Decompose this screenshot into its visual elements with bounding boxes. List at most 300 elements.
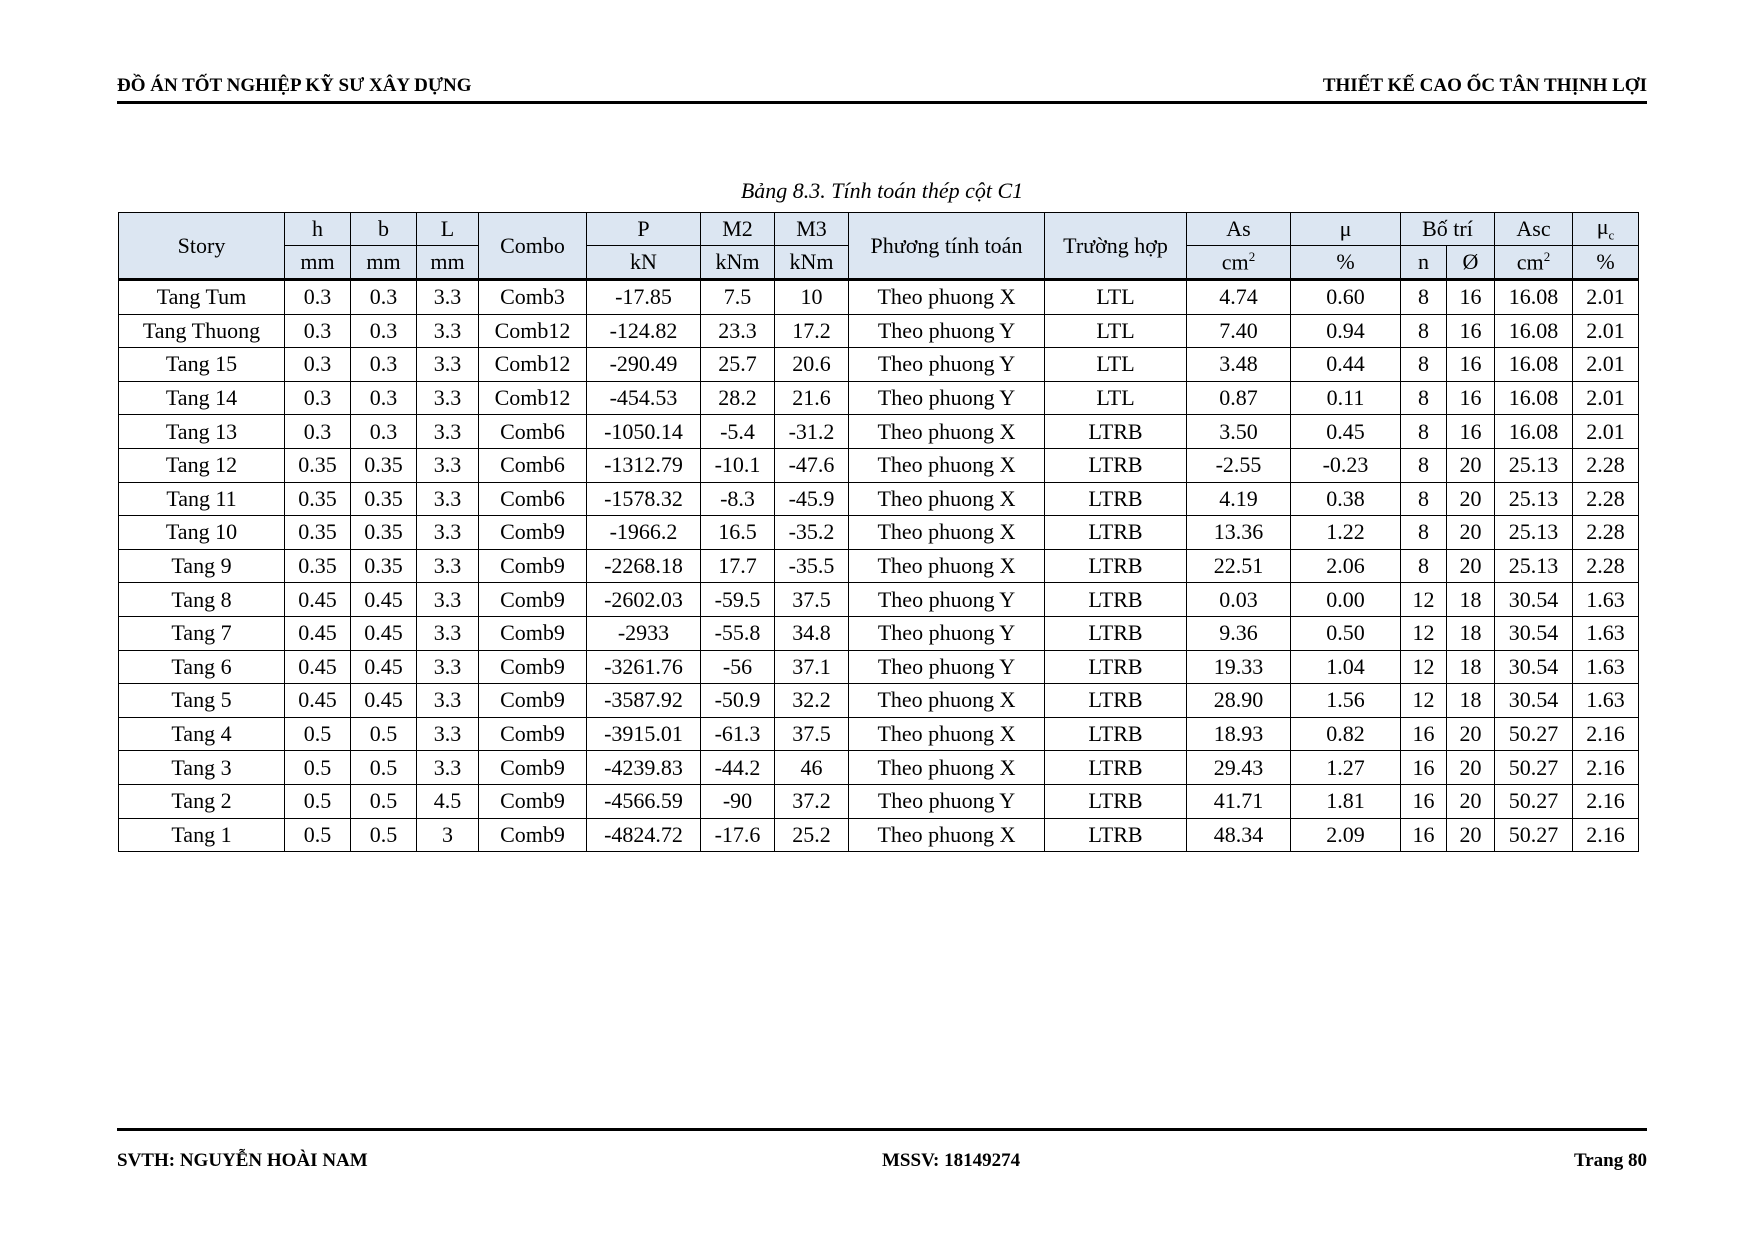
col-header-h: h: [285, 213, 351, 246]
cell-M2: 23.3: [701, 314, 775, 348]
cell-truong-hop: LTRB: [1045, 415, 1187, 449]
cell-M2: -59.5: [701, 583, 775, 617]
cell-Asc: 30.54: [1495, 583, 1573, 617]
cell-muc: 2.01: [1573, 381, 1639, 415]
cell-M3: -45.9: [775, 482, 849, 516]
cell-M3: 34.8: [775, 616, 849, 650]
header-row-titles: [119, 213, 1639, 246]
cell-muc: 2.01: [1573, 415, 1639, 449]
cell-M2: -90: [701, 784, 775, 818]
cell-phi: 20: [1447, 482, 1495, 516]
cell-phi: 18: [1447, 583, 1495, 617]
cell-phi: 16: [1447, 314, 1495, 348]
cell-truong-hop: LTRB: [1045, 549, 1187, 583]
cell-n: 8: [1401, 516, 1447, 550]
col-header-combo: Combo: [479, 213, 587, 280]
cell-M3: 10: [775, 280, 849, 315]
cell-Asc: 50.27: [1495, 784, 1573, 818]
cell-phi: 20: [1447, 751, 1495, 785]
cell-Asc: 30.54: [1495, 616, 1573, 650]
table-row: [119, 549, 1639, 583]
cell-story: Tang Thuong: [119, 314, 285, 348]
cell-M2: -10.1: [701, 448, 775, 482]
cell-h: 0.35: [285, 448, 351, 482]
cell-L: 3: [417, 818, 479, 852]
cell-L: 3.3: [417, 751, 479, 785]
cell-phuong: Theo phuong X: [849, 516, 1045, 550]
cell-phi: 20: [1447, 549, 1495, 583]
cell-h: 0.35: [285, 482, 351, 516]
table-row: [119, 448, 1639, 482]
cell-phi: 20: [1447, 818, 1495, 852]
cell-phi: 18: [1447, 684, 1495, 718]
page-footer: [117, 1150, 1647, 1176]
cell-combo: Comb9: [479, 583, 587, 617]
cell-story: Tang 5: [119, 684, 285, 718]
cell-M3: -35.5: [775, 549, 849, 583]
unit-n: n: [1401, 246, 1447, 280]
cell-muc: 2.01: [1573, 314, 1639, 348]
cell-combo: Comb9: [479, 818, 587, 852]
footer-student: SVTH: NGUYỄN HOÀI NAM: [117, 1150, 368, 1171]
cell-P: -2602.03: [587, 583, 701, 617]
col-header-L: L: [417, 213, 479, 246]
cell-Asc: 16.08: [1495, 314, 1573, 348]
cell-As: 28.90: [1187, 684, 1291, 718]
cell-L: 3.3: [417, 314, 479, 348]
cell-story: Tang 7: [119, 616, 285, 650]
cell-M2: -8.3: [701, 482, 775, 516]
cell-phi: 16: [1447, 381, 1495, 415]
cell-h: 0.3: [285, 280, 351, 315]
cell-n: 16: [1401, 717, 1447, 751]
cell-muc: 2.16: [1573, 717, 1639, 751]
cell-mu: 0.45: [1291, 415, 1401, 449]
cell-M2: -44.2: [701, 751, 775, 785]
cell-combo: Comb12: [479, 314, 587, 348]
cell-phuong: Theo phuong Y: [849, 650, 1045, 684]
cell-b: 0.3: [351, 381, 417, 415]
cell-truong-hop: LTRB: [1045, 751, 1187, 785]
cell-combo: Comb9: [479, 549, 587, 583]
cell-truong-hop: LTRB: [1045, 717, 1187, 751]
cell-L: 3.3: [417, 549, 479, 583]
cell-L: 3.3: [417, 448, 479, 482]
unit-M3: kNm: [775, 246, 849, 280]
cell-Asc: 25.13: [1495, 549, 1573, 583]
cell-M2: -17.6: [701, 818, 775, 852]
cell-combo: Comb3: [479, 280, 587, 315]
footer-student-id: MSSV: 18149274: [882, 1150, 1021, 1171]
cell-P: -2268.18: [587, 549, 701, 583]
cell-mu: 0.44: [1291, 348, 1401, 382]
cell-muc: 1.63: [1573, 616, 1639, 650]
cell-M3: 37.2: [775, 784, 849, 818]
cell-mu: 0.60: [1291, 280, 1401, 315]
cell-M3: 37.5: [775, 717, 849, 751]
cell-n: 8: [1401, 415, 1447, 449]
cell-Asc: 25.13: [1495, 516, 1573, 550]
cell-muc: 2.28: [1573, 448, 1639, 482]
table-row: [119, 516, 1639, 550]
cell-truong-hop: LTRB: [1045, 650, 1187, 684]
table-row: [119, 280, 1639, 315]
footer-rule: [117, 1128, 1647, 1131]
cell-L: 3.3: [417, 381, 479, 415]
cell-phi: 20: [1447, 516, 1495, 550]
cell-L: 3.3: [417, 616, 479, 650]
cell-M2: 17.7: [701, 549, 775, 583]
cell-story: Tang 4: [119, 717, 285, 751]
cell-mu: -0.23: [1291, 448, 1401, 482]
cell-n: 8: [1401, 348, 1447, 382]
cell-P: -2933: [587, 616, 701, 650]
cell-b: 0.35: [351, 516, 417, 550]
cell-n: 16: [1401, 818, 1447, 852]
cell-b: 0.3: [351, 314, 417, 348]
cell-P: -290.49: [587, 348, 701, 382]
unit-As-sup: 2: [1248, 248, 1256, 264]
unit-P: kN: [587, 246, 701, 280]
cell-L: 3.3: [417, 415, 479, 449]
cell-h: 0.5: [285, 784, 351, 818]
cell-h: 0.3: [285, 381, 351, 415]
cell-As: -2.55: [1187, 448, 1291, 482]
cell-story: Tang 9: [119, 549, 285, 583]
table-row: [119, 415, 1639, 449]
cell-muc: 2.28: [1573, 549, 1639, 583]
cell-story: Tang 6: [119, 650, 285, 684]
cell-n: 12: [1401, 583, 1447, 617]
cell-phi: 20: [1447, 717, 1495, 751]
table-row: [119, 381, 1639, 415]
cell-P: -1312.79: [587, 448, 701, 482]
cell-n: 12: [1401, 684, 1447, 718]
cell-phuong: Theo phuong X: [849, 717, 1045, 751]
cell-M3: -35.2: [775, 516, 849, 550]
cell-phuong: Theo phuong X: [849, 280, 1045, 315]
cell-M3: 37.1: [775, 650, 849, 684]
cell-phuong: Theo phuong Y: [849, 381, 1045, 415]
cell-muc: 2.28: [1573, 516, 1639, 550]
cell-phuong: Theo phuong X: [849, 549, 1045, 583]
cell-b: 0.3: [351, 280, 417, 315]
cell-combo: Comb9: [479, 784, 587, 818]
cell-h: 0.45: [285, 684, 351, 718]
cell-P: -1966.2: [587, 516, 701, 550]
cell-truong-hop: LTRB: [1045, 448, 1187, 482]
cell-M2: -55.8: [701, 616, 775, 650]
cell-combo: Comb6: [479, 482, 587, 516]
cell-P: -3915.01: [587, 717, 701, 751]
cell-phi: 16: [1447, 415, 1495, 449]
cell-story: Tang 8: [119, 583, 285, 617]
cell-h: 0.3: [285, 415, 351, 449]
col-header-truong-hop: Trường hợp: [1045, 213, 1187, 280]
cell-b: 0.45: [351, 616, 417, 650]
cell-Asc: 30.54: [1495, 684, 1573, 718]
cell-L: 4.5: [417, 784, 479, 818]
cell-phi: 18: [1447, 650, 1495, 684]
table-row: [119, 717, 1639, 751]
col-header-bo-tri: Bố trí: [1401, 213, 1495, 246]
cell-As: 3.48: [1187, 348, 1291, 382]
col-header-M3: M3: [775, 213, 849, 246]
cell-truong-hop: LTRB: [1045, 616, 1187, 650]
cell-M3: 21.6: [775, 381, 849, 415]
cell-P: -4566.59: [587, 784, 701, 818]
cell-M2: -61.3: [701, 717, 775, 751]
unit-As: [1187, 246, 1291, 280]
cell-M3: -47.6: [775, 448, 849, 482]
cell-truong-hop: LTRB: [1045, 784, 1187, 818]
cell-P: -4824.72: [587, 818, 701, 852]
cell-b: 0.5: [351, 784, 417, 818]
page-header: [117, 75, 1647, 103]
cell-muc: 1.63: [1573, 583, 1639, 617]
cell-combo: Comb6: [479, 448, 587, 482]
cell-As: 22.51: [1187, 549, 1291, 583]
cell-h: 0.45: [285, 583, 351, 617]
cell-mu: 1.22: [1291, 516, 1401, 550]
cell-truong-hop: LTL: [1045, 348, 1187, 382]
table-body: [119, 280, 1639, 852]
cell-b: 0.5: [351, 717, 417, 751]
cell-phuong: Theo phuong X: [849, 415, 1045, 449]
col-header-As: As: [1187, 213, 1291, 246]
cell-Asc: 50.27: [1495, 717, 1573, 751]
cell-muc: 1.63: [1573, 650, 1639, 684]
cell-b: 0.45: [351, 650, 417, 684]
cell-As: 3.50: [1187, 415, 1291, 449]
cell-story: Tang 11: [119, 482, 285, 516]
cell-P: -1578.32: [587, 482, 701, 516]
cell-muc: 1.63: [1573, 684, 1639, 718]
cell-mu: 0.38: [1291, 482, 1401, 516]
cell-combo: Comb9: [479, 516, 587, 550]
cell-As: 4.19: [1187, 482, 1291, 516]
cell-n: 12: [1401, 616, 1447, 650]
unit-As-base: cm: [1221, 249, 1249, 275]
table-row: [119, 348, 1639, 382]
table-row: [119, 314, 1639, 348]
col-header-mu: μ: [1291, 213, 1401, 246]
cell-n: 8: [1401, 314, 1447, 348]
cell-Asc: 16.08: [1495, 415, 1573, 449]
cell-n: 8: [1401, 381, 1447, 415]
cell-n: 8: [1401, 549, 1447, 583]
table-row: [119, 751, 1639, 785]
cell-b: 0.3: [351, 415, 417, 449]
cell-mu: 0.94: [1291, 314, 1401, 348]
cell-mu: 2.06: [1291, 549, 1401, 583]
cell-truong-hop: LTL: [1045, 381, 1187, 415]
cell-mu: 0.82: [1291, 717, 1401, 751]
cell-n: 16: [1401, 751, 1447, 785]
cell-M3: 17.2: [775, 314, 849, 348]
cell-mu: 1.56: [1291, 684, 1401, 718]
table-row: [119, 818, 1639, 852]
cell-As: 0.03: [1187, 583, 1291, 617]
cell-phi: 20: [1447, 448, 1495, 482]
cell-As: 19.33: [1187, 650, 1291, 684]
cell-As: 7.40: [1187, 314, 1291, 348]
cell-Asc: 50.27: [1495, 751, 1573, 785]
cell-n: 8: [1401, 482, 1447, 516]
cell-combo: Comb12: [479, 348, 587, 382]
cell-b: 0.35: [351, 482, 417, 516]
header-left-title: ĐỒ ÁN TỐT NGHIỆP KỸ SƯ XÂY DỰNG: [117, 75, 472, 96]
muc-symbol: μ: [1596, 214, 1609, 240]
cell-story: Tang Tum: [119, 280, 285, 315]
cell-P: -1050.14: [587, 415, 701, 449]
cell-h: 0.35: [285, 516, 351, 550]
table-row: [119, 482, 1639, 516]
cell-L: 3.3: [417, 516, 479, 550]
table-row: [119, 650, 1639, 684]
cell-M3: 25.2: [775, 818, 849, 852]
cell-Asc: 16.08: [1495, 381, 1573, 415]
cell-M3: 46: [775, 751, 849, 785]
cell-M2: 7.5: [701, 280, 775, 315]
unit-L: mm: [417, 246, 479, 280]
cell-h: 0.3: [285, 348, 351, 382]
cell-muc: 2.16: [1573, 784, 1639, 818]
cell-L: 3.3: [417, 650, 479, 684]
cell-truong-hop: LTRB: [1045, 482, 1187, 516]
cell-Asc: 16.08: [1495, 348, 1573, 382]
cell-As: 41.71: [1187, 784, 1291, 818]
cell-M2: -56: [701, 650, 775, 684]
col-header-phuong: Phương tính toán: [849, 213, 1045, 280]
cell-truong-hop: LTRB: [1045, 818, 1187, 852]
unit-h: mm: [285, 246, 351, 280]
cell-n: 8: [1401, 448, 1447, 482]
cell-combo: Comb6: [479, 415, 587, 449]
cell-Asc: 30.54: [1495, 650, 1573, 684]
unit-phi: Ø: [1447, 246, 1495, 280]
cell-b: 0.35: [351, 549, 417, 583]
cell-Asc: 16.08: [1495, 280, 1573, 315]
cell-story: Tang 15: [119, 348, 285, 382]
footer-page-number: Trang 80: [1573, 1150, 1647, 1171]
cell-muc: 2.01: [1573, 348, 1639, 382]
cell-mu: 1.04: [1291, 650, 1401, 684]
cell-phi: 20: [1447, 784, 1495, 818]
cell-phi: 18: [1447, 616, 1495, 650]
header-rule: [117, 101, 1647, 104]
cell-M3: 37.5: [775, 583, 849, 617]
cell-b: 0.45: [351, 684, 417, 718]
cell-phuong: Theo phuong Y: [849, 314, 1045, 348]
cell-phi: 16: [1447, 348, 1495, 382]
unit-b: mm: [351, 246, 417, 280]
cell-truong-hop: LTRB: [1045, 684, 1187, 718]
cell-M2: -50.9: [701, 684, 775, 718]
cell-phuong: Theo phuong Y: [849, 348, 1045, 382]
cell-truong-hop: LTL: [1045, 280, 1187, 315]
cell-phi: 16: [1447, 280, 1495, 315]
col-header-P: P: [587, 213, 701, 246]
cell-phuong: Theo phuong Y: [849, 583, 1045, 617]
cell-L: 3.3: [417, 482, 479, 516]
cell-L: 3.3: [417, 717, 479, 751]
cell-b: 0.3: [351, 348, 417, 382]
cell-P: -3587.92: [587, 684, 701, 718]
cell-combo: Comb9: [479, 684, 587, 718]
cell-b: 0.5: [351, 751, 417, 785]
cell-phuong: Theo phuong Y: [849, 784, 1045, 818]
cell-combo: Comb12: [479, 381, 587, 415]
cell-mu: 1.81: [1291, 784, 1401, 818]
cell-muc: 2.16: [1573, 818, 1639, 852]
cell-story: Tang 12: [119, 448, 285, 482]
cell-M2: 28.2: [701, 381, 775, 415]
col-header-story: Story: [119, 213, 285, 280]
cell-mu: 0.11: [1291, 381, 1401, 415]
cell-h: 0.5: [285, 751, 351, 785]
header-right-title: THIẾT KẾ CAO ỐC TÂN THỊNH LỢI: [1322, 75, 1647, 96]
table-row: [119, 684, 1639, 718]
cell-M3: 20.6: [775, 348, 849, 382]
cell-P: -3261.76: [587, 650, 701, 684]
cell-mu: 2.09: [1291, 818, 1401, 852]
cell-story: Tang 13: [119, 415, 285, 449]
cell-L: 3.3: [417, 583, 479, 617]
cell-Asc: 25.13: [1495, 448, 1573, 482]
col-header-muc: [1573, 213, 1639, 246]
cell-As: 4.74: [1187, 280, 1291, 315]
cell-P: -17.85: [587, 280, 701, 315]
cell-truong-hop: LTRB: [1045, 583, 1187, 617]
unit-M2: kNm: [701, 246, 775, 280]
cell-h: 0.5: [285, 717, 351, 751]
cell-M3: 32.2: [775, 684, 849, 718]
cell-L: 3.3: [417, 348, 479, 382]
cell-As: 48.34: [1187, 818, 1291, 852]
cell-n: 8: [1401, 280, 1447, 315]
cell-b: 0.5: [351, 818, 417, 852]
cell-phuong: Theo phuong X: [849, 448, 1045, 482]
unit-mu: %: [1291, 246, 1401, 280]
cell-M2: -5.4: [701, 415, 775, 449]
cell-h: 0.45: [285, 616, 351, 650]
cell-b: 0.45: [351, 583, 417, 617]
cell-n: 12: [1401, 650, 1447, 684]
cell-Asc: 50.27: [1495, 818, 1573, 852]
cell-As: 0.87: [1187, 381, 1291, 415]
cell-h: 0.5: [285, 818, 351, 852]
cell-phuong: Theo phuong X: [849, 751, 1045, 785]
cell-combo: Comb9: [479, 650, 587, 684]
cell-b: 0.35: [351, 448, 417, 482]
cell-n: 16: [1401, 784, 1447, 818]
cell-P: -454.53: [587, 381, 701, 415]
unit-muc: %: [1573, 246, 1639, 280]
cell-combo: Comb9: [479, 616, 587, 650]
table-row: [119, 784, 1639, 818]
cell-combo: Comb9: [479, 751, 587, 785]
cell-P: -4239.83: [587, 751, 701, 785]
cell-h: 0.45: [285, 650, 351, 684]
cell-story: Tang 1: [119, 818, 285, 852]
cell-phuong: Theo phuong Y: [849, 616, 1045, 650]
cell-mu: 1.27: [1291, 751, 1401, 785]
table-caption: Bảng 8.3. Tính toán thép cột C1: [740, 178, 1024, 203]
unit-Asc-sup: 2: [1543, 248, 1551, 264]
cell-L: 3.3: [417, 684, 479, 718]
cell-story: Tang 3: [119, 751, 285, 785]
